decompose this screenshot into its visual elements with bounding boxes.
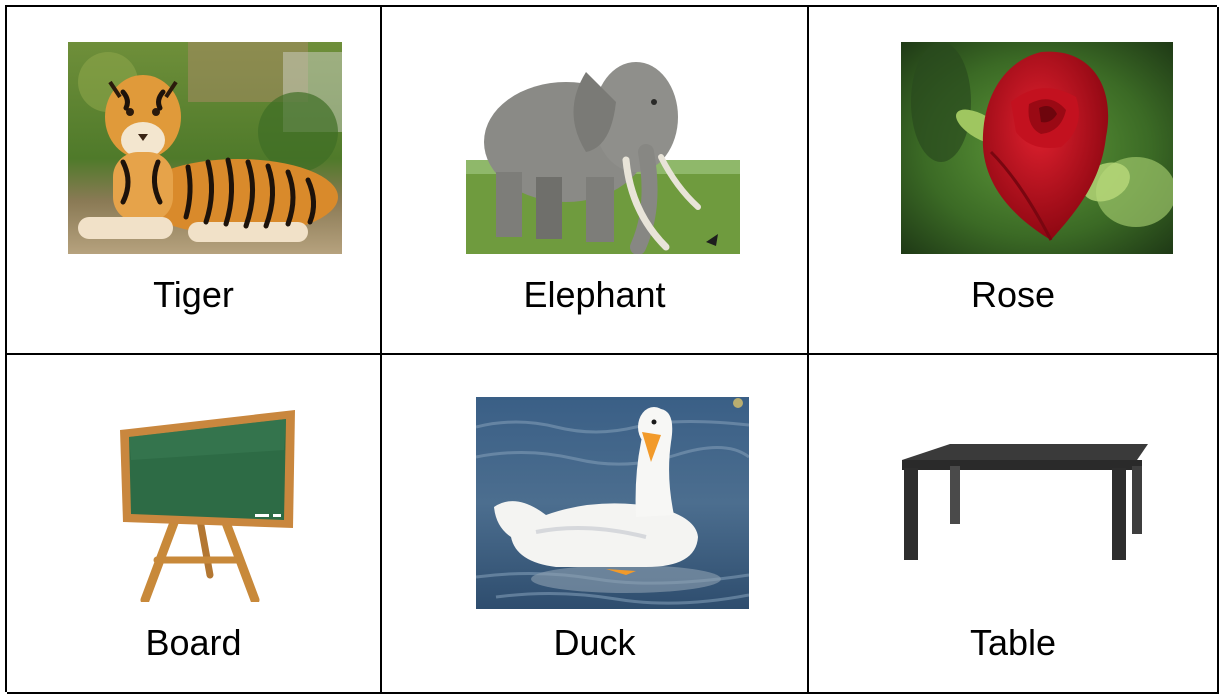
card-label-elephant: Elephant (523, 274, 666, 315)
card-tiger (7, 7, 382, 355)
vocabulary-card-table (5, 5, 1217, 692)
card-elephant (382, 7, 809, 355)
card-board (7, 355, 382, 694)
card-duck (382, 355, 809, 694)
card-table (809, 355, 1219, 694)
table-image (892, 440, 1148, 572)
duck-image (476, 397, 749, 609)
card-label-duck: Duck (553, 622, 636, 663)
card-label-tiger: Tiger (153, 274, 234, 315)
tiger-image (68, 42, 342, 254)
card-rose (809, 7, 1219, 355)
card-label-table: Table (969, 622, 1057, 663)
rose-image (901, 42, 1173, 254)
card-label-rose: Rose (970, 274, 1056, 315)
card-label-board: Board (145, 622, 242, 663)
elephant-image (466, 42, 740, 254)
chalkboard-image (115, 410, 301, 602)
